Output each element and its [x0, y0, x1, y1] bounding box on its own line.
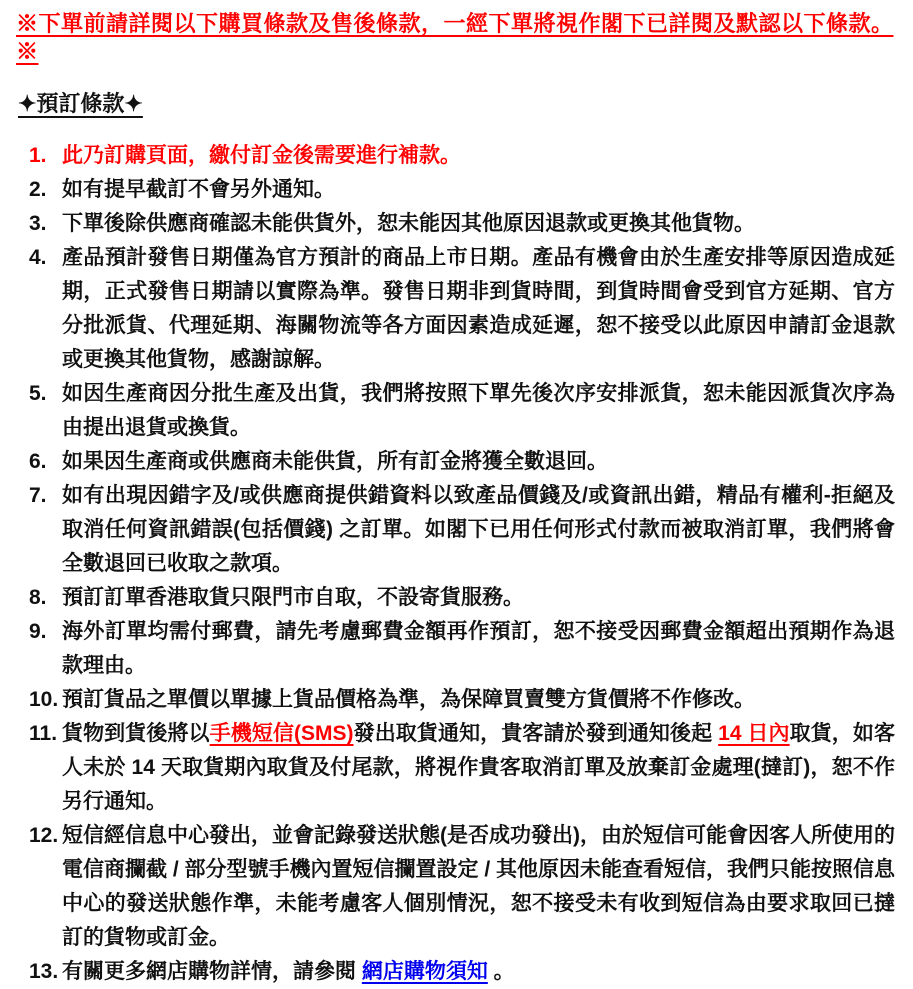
term-number: 8.: [29, 586, 47, 609]
term-number: 9.: [29, 620, 47, 643]
term-text: [62, 824, 895, 949]
terms-list: [16, 139, 895, 989]
term-text: [62, 722, 895, 813]
term-text-run: 如有提早截訂不會另外通知。: [62, 178, 335, 201]
term-text-run: 預訂貨品之單價以單據上貨品價格為準，為保障買賣雙方貨價將不作修改。: [62, 688, 755, 711]
term-item-12: [16, 819, 895, 955]
term-number: 6.: [29, 450, 47, 473]
term-text-run: 如有出現因錯字及/或供應商提供錯資料以致產品價錢及/或資訊出錯，精品有權利-拒絕及取消任何資訊錯誤(包括價錢) 之訂單。如閣下已用任何形式付款而被取消訂單，我們將會全數退回已收取之款項。: [62, 484, 895, 575]
term-item-8: [16, 581, 895, 615]
sms-highlight: 手機短信(SMS): [209, 722, 354, 745]
term-number: 1.: [29, 144, 47, 167]
term-item-10: [16, 683, 895, 717]
term-text: [62, 246, 895, 371]
term-text: [62, 144, 461, 167]
term-text: [62, 212, 755, 235]
term-text-run: 有關更多網店購物詳情，請參閱: [62, 960, 362, 983]
term-item-7: [16, 479, 895, 581]
term-text-run: 貨物到貨後將以: [62, 722, 210, 745]
term-item-13: [16, 955, 895, 989]
term-text-run: 下單後除供應商確認未能供貨外，恕未能因其他原因退款或更換其他貨物。: [62, 212, 755, 235]
store-shopping-notice-link[interactable]: 網店購物須知: [361, 960, 488, 983]
term-text-run: 短信經信息中心發出，並會記錄發送狀態(是否成功發出)，由於短信可能會因客人所使用的電信商攔截 / 部分型號手機內置短信攔置設定 / 其他原因未能查看短信，我們只能按照信息中心的發送狀態作準，未能考慮客人個別情況，恕不接受未有收到短信為由要求取回已撻訂的貨物或訂金。: [62, 824, 896, 949]
term-text: [62, 620, 895, 677]
term-number: 4.: [29, 246, 47, 269]
term-text: [62, 586, 524, 609]
term-text-run: 海外訂單均需付郵費，請先考慮郵費金額再作預訂，恕不接受因郵費金額超出預期作為退款理由。: [62, 620, 895, 677]
term-text: [62, 688, 755, 711]
term-number: 2.: [29, 178, 47, 201]
pickup-deadline-highlight: 14 日內: [718, 722, 790, 745]
term-item-5: [16, 377, 895, 445]
term-text-run: 發出取貨通知，貴客請於發到通知後起: [353, 722, 719, 745]
term-text-run: 如因生產商因分批生產及出貨，我們將按照下單先後次序安排派貨，恕未能因派貨次序為由提出退貨或換貨。: [62, 382, 895, 439]
term-text: [62, 382, 895, 439]
term-text: [62, 484, 895, 575]
term-text: [62, 960, 515, 983]
term-item-3: [16, 207, 895, 241]
purchase-notice-header: ※下單前請詳閱以下購買條款及售後條款，一經下單將視作閣下已詳閱及默認以下條款。※: [16, 11, 894, 64]
term-item-11: [16, 717, 895, 819]
term-text-run: 如果因生產商或供應商未能供貨，所有訂金將獲全數退回。: [62, 450, 608, 473]
term-number: 11.: [29, 722, 58, 745]
term-item-6: [16, 445, 895, 479]
term-item-4: [16, 241, 895, 377]
term-text-run: 預訂訂單香港取貨只限門市自取，不設寄貨服務。: [62, 586, 524, 609]
term-text-run: 此乃訂購頁面，繳付訂金後需要進行補款。: [62, 144, 461, 167]
term-number: 3.: [29, 212, 47, 235]
term-number: 13.: [29, 960, 59, 983]
term-number: 10.: [29, 688, 59, 711]
term-text-run: 。: [487, 960, 515, 983]
term-text-run: 產品預計發售日期僅為官方預計的商品上市日期。產品有機會由於生產安排等原因造成延期，正式發售日期請以實際為準。發售日期非到貨時間，到貨時間會受到官方延期、官方分批派貨、代理延期、海關物流等各方面因素造成延遲，恕不接受以此原因申請訂金退款或更換其他貨物，感謝諒解。: [62, 246, 895, 371]
term-number: 12.: [29, 824, 59, 847]
term-item-9: [16, 615, 895, 683]
term-item-2: [16, 173, 895, 207]
term-text-run: 取貨，如客人未於 14 天取貨期內取貨及付尾款，將視作貴客取消訂單及放棄訂金處理(撻訂)，恕不作另行通知。: [62, 722, 895, 813]
term-item-1: [16, 139, 895, 173]
term-text: [62, 450, 608, 473]
term-text: [62, 178, 335, 201]
preorder-terms-title: ✦預訂條款✦: [18, 91, 143, 116]
term-number: 7.: [29, 484, 47, 507]
term-number: 5.: [29, 382, 47, 405]
